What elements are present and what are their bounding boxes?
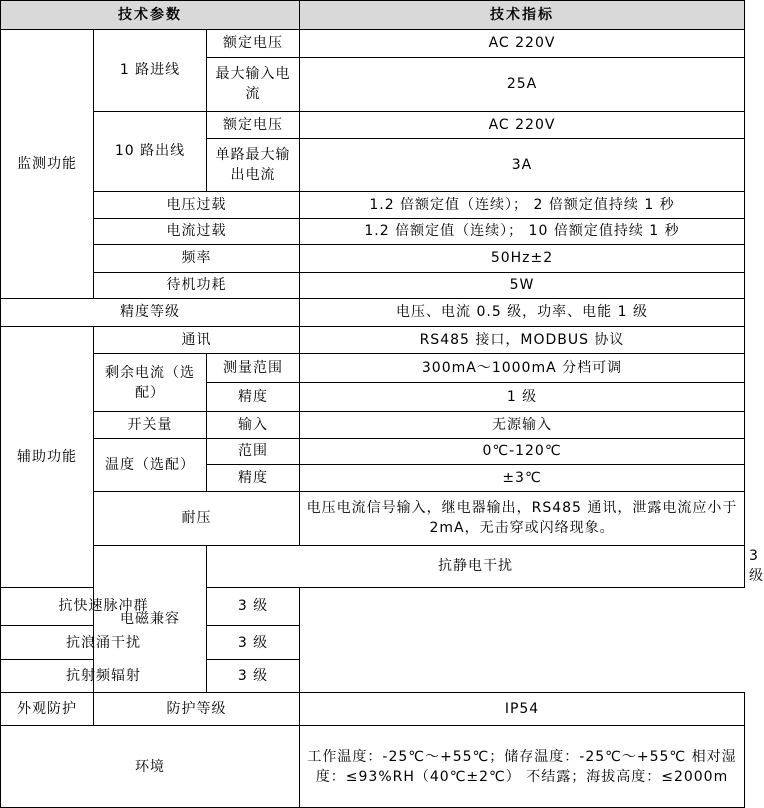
group-monitor: 监测功能	[1, 30, 94, 299]
residual-range-value: 300mA～1000mA 分档可调	[300, 354, 745, 383]
outlet-max-value: 3A	[300, 139, 745, 192]
inlet-max-value: 25A	[300, 57, 745, 111]
emc-row-label: 抗快速脉冲群	[1, 587, 207, 626]
switch-label: 开关量	[94, 412, 207, 439]
group-appearance: 外观防护	[1, 692, 94, 726]
group-aux: 辅助功能	[1, 326, 94, 587]
protection-value: IP54	[300, 692, 745, 726]
over-voltage-value: 1.2 倍额定值（连续）； 2 倍额定值持续 1 秒	[300, 192, 745, 219]
protection-label: 防护等级	[94, 692, 300, 726]
residual-range-label: 测量范围	[207, 354, 300, 383]
outlet-name: 10 路出线	[94, 111, 207, 192]
frequency-value: 50Hz±2	[300, 245, 745, 273]
accuracy-label: 精度等级	[1, 299, 300, 327]
group-emc: 电磁兼容	[94, 545, 207, 692]
residual-label: 剩余电流（选配）	[94, 354, 207, 412]
emc-row-label: 抗射频辐射	[1, 659, 207, 692]
standby-value: 5W	[300, 272, 745, 299]
temp-range-label: 范围	[207, 438, 300, 465]
accuracy-value: 电压、电流 0.5 级，功率、电能 1 级	[300, 299, 745, 327]
over-current-value: 1.2 倍额定值（连续）； 10 倍额定值持续 1 秒	[300, 218, 745, 245]
frequency-label: 频率	[94, 245, 300, 273]
emc-row-value: 3 级	[207, 587, 300, 626]
standby-label: 待机功耗	[94, 272, 300, 299]
switch-value: 无源输入	[300, 412, 745, 439]
header-param: 技术参数	[1, 1, 300, 30]
temp-acc-value: ±3℃	[300, 465, 745, 492]
inlet-max-label: 最大输入电流	[207, 57, 300, 111]
emc-row-value: 3 级	[207, 626, 300, 660]
inlet-name: 1 路进线	[94, 30, 207, 112]
temp-label: 温度（选配）	[94, 438, 207, 491]
spec-table: 技术参数 技术指标 监测功能 1 路进线 额定电压 AC 220V 最大输入电流 25A 10 路出线 额定电压 AC 220V 单路最大输出电流 3A 电压过载 1.2 倍额定值（连续）； 2 倍额定值持续 1 秒 电流过载 1.2 倍额定值（连续）； 10 倍额定值持续 1 秒 频率 50Hz±2 待机功耗 5W 精度等级 电压、电流 0.5 级，功率、电能 1 级 辅助功能 通讯 RS485 接口，MODBUS 协议 剩余电流（选配） 测量范围 300mA～1000mA 分档可调 精度 1 级 开关量 输入 无源输入 温度（选配） 范围 0℃-120℃ 精度 ±3℃ 耐压 电压电流信号输入，继电器输出，RS485 通讯，泄露电流应小于 2mA，无击穿或闪络现象。 电磁兼容 抗静电干扰 3 级 抗快速脉冲群 3 级 抗浪涌干扰 3 级 抗射频辐射 3 级 外观防护 防护等级 IP54 环境 工作温度：-25℃～+55℃；储存温度：-25℃～+55℃ 相对湿度：≤93%RH（40℃±2℃） 不结露；海拔高度：≤2000m	[0, 0, 745, 808]
emc-row-value: 3 级	[207, 659, 300, 692]
outlet-rated-value: AC 220V	[300, 111, 745, 139]
withstand-label: 耐压	[94, 491, 300, 545]
withstand-value: 电压电流信号输入，继电器输出，RS485 通讯，泄露电流应小于 2mA，无击穿或闪络现象。	[300, 491, 745, 545]
switch-sub-label: 输入	[207, 412, 300, 439]
outlet-rated-label: 额定电压	[207, 111, 300, 139]
emc-row-label: 抗浪涌干扰	[1, 626, 207, 660]
inlet-rated-label: 额定电压	[207, 30, 300, 58]
environment-label: 环境	[1, 726, 300, 808]
temp-range-value: 0℃-120℃	[300, 438, 745, 465]
temp-acc-label: 精度	[207, 465, 300, 492]
environment-value: 工作温度：-25℃～+55℃；储存温度：-25℃～+55℃ 相对湿度：≤93%RH（40℃±2℃） 不结露；海拔高度：≤2000m	[300, 726, 745, 808]
emc-row-label: 抗静电干扰	[207, 545, 745, 587]
inlet-rated-value: AC 220V	[300, 30, 745, 58]
comm-value: RS485 接口，MODBUS 协议	[300, 326, 745, 354]
header-spec: 技术指标	[300, 1, 745, 30]
comm-label: 通讯	[94, 326, 300, 354]
residual-acc-value: 1 级	[300, 382, 745, 412]
over-voltage-label: 电压过载	[94, 192, 300, 219]
over-current-label: 电流过载	[94, 218, 300, 245]
residual-acc-label: 精度	[207, 382, 300, 412]
outlet-max-label: 单路最大输出电流	[207, 139, 300, 192]
